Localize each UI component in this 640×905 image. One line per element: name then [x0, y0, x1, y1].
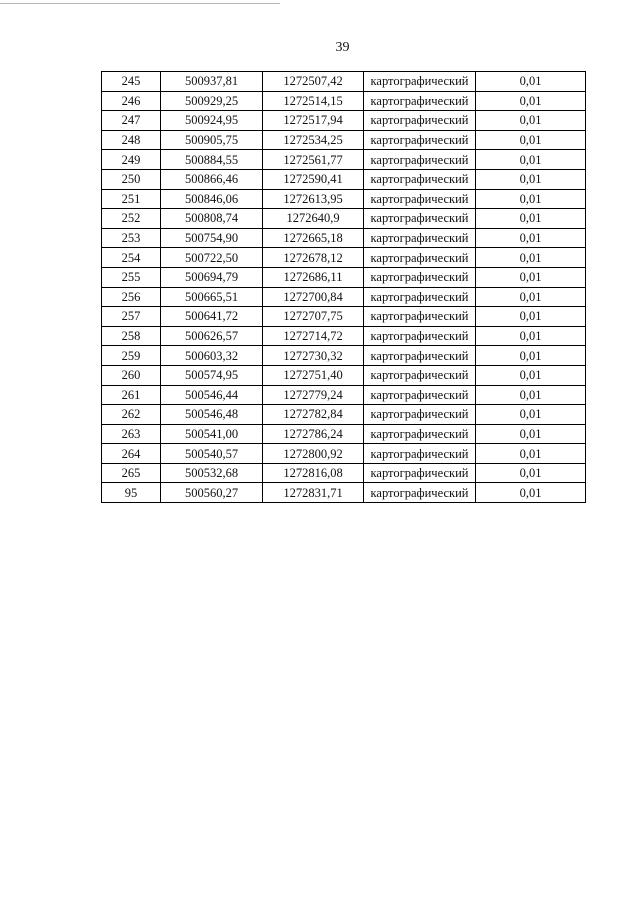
- y-coordinate-cell: 1272831,71: [263, 483, 364, 503]
- table-row: [102, 91, 586, 111]
- point-number-cell: 262: [102, 405, 161, 425]
- point-number-cell: 249: [102, 150, 161, 170]
- y-coordinate-cell: 1272730,32: [263, 346, 364, 366]
- point-number-cell: 250: [102, 169, 161, 189]
- y-coordinate-cell: 1272714,72: [263, 326, 364, 346]
- method-cell: картографический: [364, 228, 476, 248]
- method-cell: картографический: [364, 130, 476, 150]
- x-coordinate-cell: 500546,44: [161, 385, 263, 405]
- y-coordinate-cell: 1272700,84: [263, 287, 364, 307]
- method-cell: картографический: [364, 444, 476, 464]
- x-coordinate-cell: 500929,25: [161, 91, 263, 111]
- x-coordinate-cell: 500546,48: [161, 405, 263, 425]
- method-cell: картографический: [364, 169, 476, 189]
- y-coordinate-cell: 1272816,08: [263, 463, 364, 483]
- accuracy-cell: 0,01: [476, 346, 586, 366]
- method-cell: картографический: [364, 209, 476, 229]
- y-coordinate-cell: 1272786,24: [263, 424, 364, 444]
- point-number-cell: 257: [102, 307, 161, 327]
- coordinates-table-body: [102, 72, 586, 503]
- x-coordinate-cell: 500722,50: [161, 248, 263, 268]
- x-coordinate-cell: 500866,46: [161, 169, 263, 189]
- point-number-cell: 246: [102, 91, 161, 111]
- y-coordinate-cell: 1272640,9: [263, 209, 364, 229]
- table-row: [102, 346, 586, 366]
- table-row: [102, 169, 586, 189]
- method-cell: картографический: [364, 287, 476, 307]
- table-row: [102, 228, 586, 248]
- method-cell: картографический: [364, 463, 476, 483]
- table-row: [102, 267, 586, 287]
- method-cell: картографический: [364, 424, 476, 444]
- method-cell: картографический: [364, 483, 476, 503]
- table-row: [102, 111, 586, 131]
- table-row: [102, 463, 586, 483]
- table-row: [102, 130, 586, 150]
- point-number-cell: 258: [102, 326, 161, 346]
- method-cell: картографический: [364, 346, 476, 366]
- table-row: [102, 209, 586, 229]
- y-coordinate-cell: 1272613,95: [263, 189, 364, 209]
- method-cell: картографический: [364, 267, 476, 287]
- accuracy-cell: 0,01: [476, 444, 586, 464]
- accuracy-cell: 0,01: [476, 248, 586, 268]
- accuracy-cell: 0,01: [476, 385, 586, 405]
- x-coordinate-cell: 500540,57: [161, 444, 263, 464]
- x-coordinate-cell: 500846,06: [161, 189, 263, 209]
- table-row: [102, 424, 586, 444]
- point-number-cell: 261: [102, 385, 161, 405]
- x-coordinate-cell: 500665,51: [161, 287, 263, 307]
- method-cell: картографический: [364, 385, 476, 405]
- method-cell: картографический: [364, 189, 476, 209]
- method-cell: картографический: [364, 248, 476, 268]
- point-number-cell: 259: [102, 346, 161, 366]
- method-cell: картографический: [364, 326, 476, 346]
- x-coordinate-cell: 500694,79: [161, 267, 263, 287]
- y-coordinate-cell: 1272517,94: [263, 111, 364, 131]
- table-row: [102, 189, 586, 209]
- accuracy-cell: 0,01: [476, 405, 586, 425]
- accuracy-cell: 0,01: [476, 209, 586, 229]
- x-coordinate-cell: 500626,57: [161, 326, 263, 346]
- y-coordinate-cell: 1272751,40: [263, 365, 364, 385]
- x-coordinate-cell: 500905,75: [161, 130, 263, 150]
- method-cell: картографический: [364, 365, 476, 385]
- y-coordinate-cell: 1272707,75: [263, 307, 364, 327]
- x-coordinate-cell: 500541,00: [161, 424, 263, 444]
- accuracy-cell: 0,01: [476, 169, 586, 189]
- y-coordinate-cell: 1272507,42: [263, 72, 364, 92]
- x-coordinate-cell: 500754,90: [161, 228, 263, 248]
- accuracy-cell: 0,01: [476, 365, 586, 385]
- page-number: 39: [335, 40, 350, 55]
- accuracy-cell: 0,01: [476, 72, 586, 92]
- method-cell: картографический: [364, 150, 476, 170]
- point-number-cell: 260: [102, 365, 161, 385]
- point-number-cell: 245: [102, 72, 161, 92]
- accuracy-cell: 0,01: [476, 287, 586, 307]
- point-number-cell: 253: [102, 228, 161, 248]
- method-cell: картографический: [364, 72, 476, 92]
- x-coordinate-cell: 500603,32: [161, 346, 263, 366]
- table-row: [102, 444, 586, 464]
- y-coordinate-cell: 1272800,92: [263, 444, 364, 464]
- point-number-cell: 248: [102, 130, 161, 150]
- x-coordinate-cell: 500574,95: [161, 365, 263, 385]
- method-cell: картографический: [364, 307, 476, 327]
- accuracy-cell: 0,01: [476, 424, 586, 444]
- y-coordinate-cell: 1272514,15: [263, 91, 364, 111]
- table-row: [102, 365, 586, 385]
- accuracy-cell: 0,01: [476, 130, 586, 150]
- accuracy-cell: 0,01: [476, 307, 586, 327]
- table-row: [102, 483, 586, 503]
- point-number-cell: 265: [102, 463, 161, 483]
- accuracy-cell: 0,01: [476, 189, 586, 209]
- y-coordinate-cell: 1272686,11: [263, 267, 364, 287]
- x-coordinate-cell: 500808,74: [161, 209, 263, 229]
- accuracy-cell: 0,01: [476, 483, 586, 503]
- x-coordinate-cell: 500924,95: [161, 111, 263, 131]
- point-number-cell: 255: [102, 267, 161, 287]
- x-coordinate-cell: 500560,27: [161, 483, 263, 503]
- accuracy-cell: 0,01: [476, 150, 586, 170]
- table-row: [102, 405, 586, 425]
- y-coordinate-cell: 1272534,25: [263, 130, 364, 150]
- accuracy-cell: 0,01: [476, 463, 586, 483]
- y-coordinate-cell: 1272665,18: [263, 228, 364, 248]
- y-coordinate-cell: 1272779,24: [263, 385, 364, 405]
- point-number-cell: 251: [102, 189, 161, 209]
- accuracy-cell: 0,01: [476, 326, 586, 346]
- point-number-cell: 252: [102, 209, 161, 229]
- table-row: [102, 248, 586, 268]
- y-coordinate-cell: 1272678,12: [263, 248, 364, 268]
- table-row: [102, 307, 586, 327]
- table-row: [102, 72, 586, 92]
- y-coordinate-cell: 1272590,41: [263, 169, 364, 189]
- point-number-cell: 256: [102, 287, 161, 307]
- accuracy-cell: 0,01: [476, 111, 586, 131]
- table-row: [102, 385, 586, 405]
- y-coordinate-cell: 1272782,84: [263, 405, 364, 425]
- x-coordinate-cell: 500532,68: [161, 463, 263, 483]
- table-row: [102, 326, 586, 346]
- accuracy-cell: 0,01: [476, 228, 586, 248]
- point-number-cell: 264: [102, 444, 161, 464]
- x-coordinate-cell: 500937,81: [161, 72, 263, 92]
- point-number-cell: 254: [102, 248, 161, 268]
- method-cell: картографический: [364, 111, 476, 131]
- method-cell: картографический: [364, 405, 476, 425]
- accuracy-cell: 0,01: [476, 91, 586, 111]
- method-cell: картографический: [364, 91, 476, 111]
- point-number-cell: 263: [102, 424, 161, 444]
- x-coordinate-cell: 500884,55: [161, 150, 263, 170]
- x-coordinate-cell: 500641,72: [161, 307, 263, 327]
- y-coordinate-cell: 1272561,77: [263, 150, 364, 170]
- top-edge-rule: [0, 3, 280, 4]
- table-row: [102, 287, 586, 307]
- point-number-cell: 95: [102, 483, 161, 503]
- point-number-cell: 247: [102, 111, 161, 131]
- accuracy-cell: 0,01: [476, 267, 586, 287]
- table-row: [102, 150, 586, 170]
- coordinates-table: [101, 71, 586, 503]
